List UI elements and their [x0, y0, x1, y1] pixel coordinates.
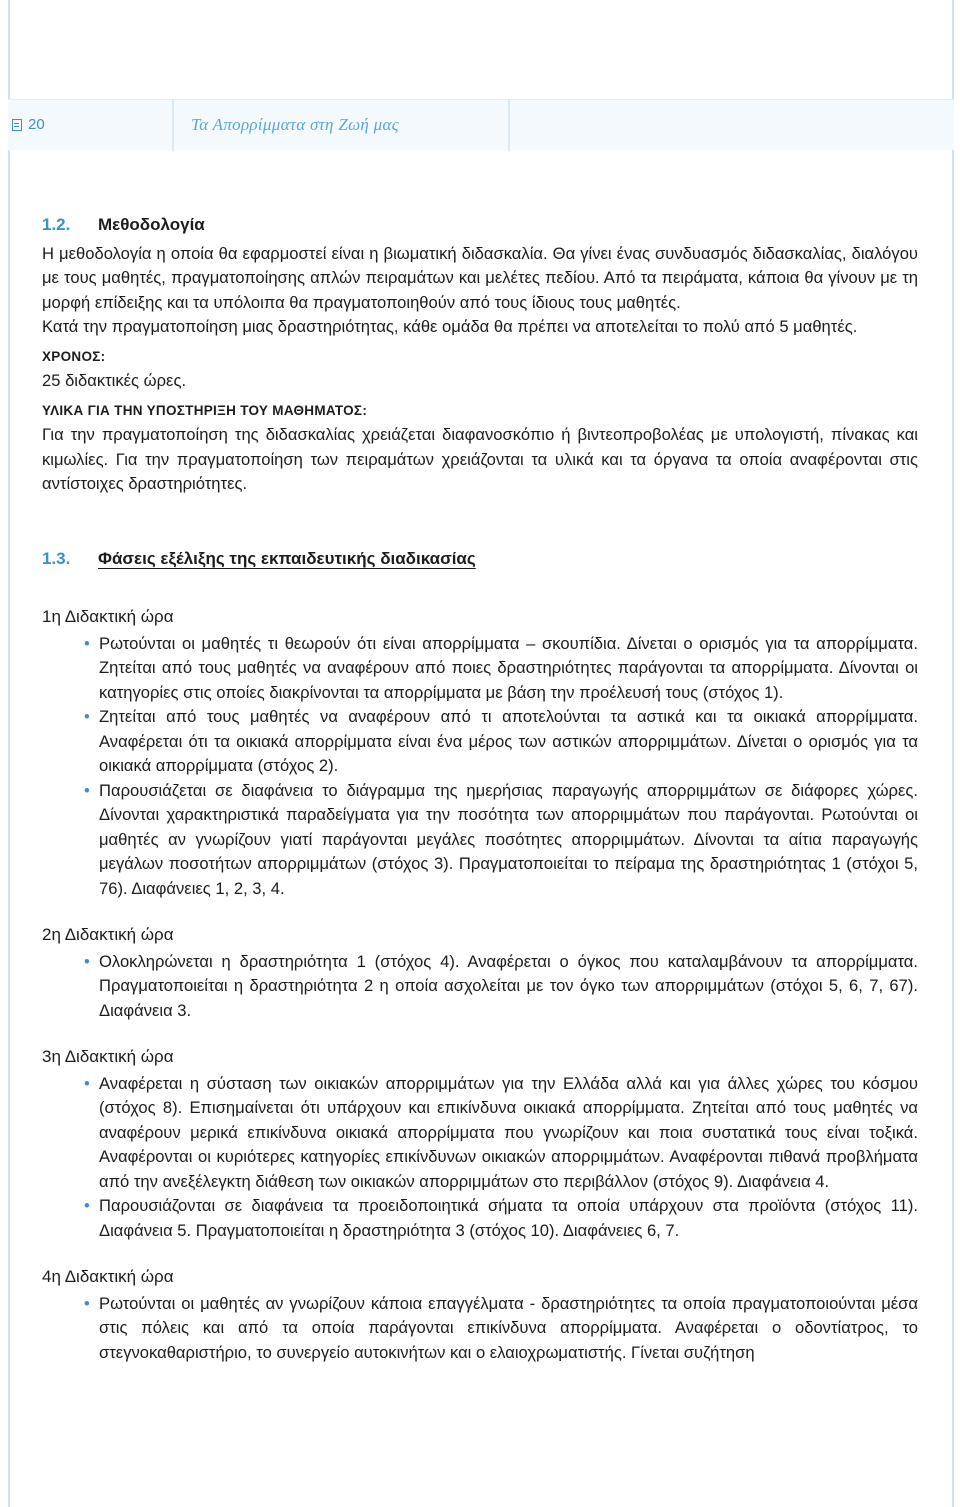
left-margin-rule: [8, 0, 10, 1507]
right-margin-rule: [952, 0, 954, 1507]
page-number-text: 20: [28, 116, 45, 133]
list-item: • Ζητείται από τους μαθητές να αναφέρουν από τι αποτελούνται τα αστικά και τα οικιακά απορρίμματα. Αναφέρεται ότι τα οικιακά απορρίμματα είναι ένα μέρος των αστικών απορριμμάτων. Δίνεται ο ορισμός για τα οικιακά απορρίμματα (στόχος 2).: [99, 705, 918, 779]
list-item: • Ολοκληρώνεται η δραστηριότητα 1 (στόχος 4). Αναφέρεται ο όγκος που καταλαμβάνουν τα απορρίμματα. Πραγματοποιείται η δραστηριότητα 2 η οποία ασχολείται με τον όγκο των απορριμμάτων (στόχοι 5, 6, 7, 67). Διαφάνεια 3.: [99, 950, 918, 1024]
section-heading: [42, 213, 918, 238]
teaching-hour-title: 4η Διδακτική ώρα: [42, 1267, 174, 1286]
list-item: • Αναφέρεται η σύσταση των οικιακών απορριμμάτων για την Ελλάδα αλλά και για άλλες χώρες του κόσμου (στόχος 8). Επισημαίνεται ότι υπάρχουν και επικίνδυνα οικιακά απορρίμματα. Ζητείται από τους μαθητές να αναφέρουν μερικά επικίνδυνα οικιακά απορρίμματα που γνωρίζουν και ποια συστατικά τους είναι τοξικά. Αναφέρονται οι κυριότερες κατηγορίες επικίνδυνων οικιακών απορριμμάτων. Αναφέρονται πιθανά προβλήματα από την ανεξέλεγκτη διάθεση των οικιακών απορριμμάτων στο περιβάλλον (στόχος 9). Διαφάνεια 4.: [99, 1072, 918, 1195]
teaching-hour-title: 2η Διδακτική ώρα: [42, 925, 174, 944]
bullet-list: [42, 632, 918, 902]
page-icon: [12, 119, 22, 131]
bullet-list: [42, 1072, 918, 1244]
bullet-list: [42, 950, 918, 1024]
time-value: 25 διδακτικές ώρες.: [42, 371, 187, 390]
section-heading: [42, 547, 918, 572]
section-number: 1.2.: [42, 215, 71, 234]
section-title: Μεθοδολογία: [98, 215, 205, 234]
header-band: [8, 99, 954, 150]
materials-paragraph: Για την πραγματοποίηση της διδασκαλίας χρειάζεται διαφανοσκόπιο ή βιντεοπροβολέας με υπολογιστή, πίνακας και κιμωλίες. Για την πραγματοποίηση των πειραμάτων χρειάζονται τα υλικά και τα όργανα τα οποία αναφέρονται στις αντίστοιχες δραστηριότητες.: [42, 425, 918, 493]
time-label: ΧΡΟΝΟΣ:: [42, 348, 106, 364]
page-number: [12, 116, 45, 133]
list-item: • Παρουσιάζονται σε διαφάνεια τα προειδοποιητικά σήματα τα οποία υπάρχουν στα προϊόντα (στόχος 11). Διαφάνεια 5. Πραγματοποιείται η δραστηριότητα 3 (στόχος 10). Διαφάνειες 6, 7.: [99, 1194, 918, 1243]
page-content: [42, 213, 918, 1365]
section-number: 1.3.: [42, 548, 71, 568]
bullet-list: [42, 1292, 918, 1366]
teaching-hour-title: 3η Διδακτική ώρα: [42, 1047, 174, 1066]
list-item: • Ρωτούνται οι μαθητές αν γνωρίζουν κάποια επαγγέλματα - δραστηριότητες τα οποία πραγματοποιούνται μέσα στις πόλεις και από τα οποία παράγονται επικίνδυνα απορρίμματα. Αναφέρεται ο οδοντίατρος, το στεγνοκαθαριστήριο, το συνεργείο αυτοκινήτων και ο ελαιοχρωματιστής. Γίνεται συζήτηση: [99, 1292, 918, 1366]
methodology-paragraph: Η μεθοδολογία η οποία θα εφαρμοστεί είναι η βιωματική διδασκαλία. Θα γίνει ένας συνδυασμός διδασκαλίας, διαλόγου με τους μαθητές, πραγματοποίησης απλών πειραμάτων και μελέτες πεδίου. Από τα πειράματα, κάποια θα γίνουν με τη μορφή επίδειξης και τα υπόλοιπα θα πραγματοποιηθούν από τους ίδιους τους μαθητές.: [42, 243, 918, 312]
group-size-paragraph: Κατά την πραγματοποίηση μιας δραστηριότητας, κάθε ομάδα θα πρέπει να αποτελείται το πολύ από 5 μαθητές.: [42, 317, 858, 336]
list-item: • Ρωτούνται οι μαθητές τι θεωρούν ότι είναι απορρίμματα – σκουπίδια. Δίνεται ο ορισμός για τα απορρίμματα. Ζητείται από τους μαθητές να αναφέρουν από ποιες δραστηριότητες παράγονται τα απορρίμματα. Δίνονται οι κατηγορίες στις οποίες διακρίνονται τα απορρίμματα με βάση την προέλευσή τους (στόχος 1).: [99, 632, 918, 706]
teaching-hour-title: 1η Διδακτική ώρα: [42, 607, 174, 626]
header-divider: [508, 99, 510, 151]
list-item: • Παρουσιάζεται σε διαφάνεια το διάγραμμα της ημερήσιας παραγωγής απορριμμάτων σε διάφορες χώρες. Δίνονται χαρακτηριστικά παραδείγματα για την ποσότητα των απορριμμάτων που παράγονται. Ρωτούνται οι μαθητές αν γνωρίζουν γιατί παράγονται μεγάλες ποσότητες απορριμμάτων. Δίνονται τα αίτια παραγωγής μεγάλων ποσοτήτων απορριμμάτων (στόχος 3). Πραγματοποιείται το πείραμα της δραστηριότητας 1 (στόχοι 5, 76). Διαφάνειες 1, 2, 3, 4.: [99, 779, 918, 902]
materials-label: ΥΛΙΚΑ ΓΙΑ ΤΗΝ ΥΠΟΣΤΗΡΙΞΗ ΤΟΥ ΜΑΘΗΜΑΤΟΣ:: [42, 402, 368, 418]
section-title: Φάσεις εξέλιξης της εκπαιδευτικής διαδικασίας: [98, 548, 476, 568]
header-divider: [172, 99, 174, 151]
running-title: Τα Απορρίμματα στη Ζωή μας: [191, 115, 399, 134]
